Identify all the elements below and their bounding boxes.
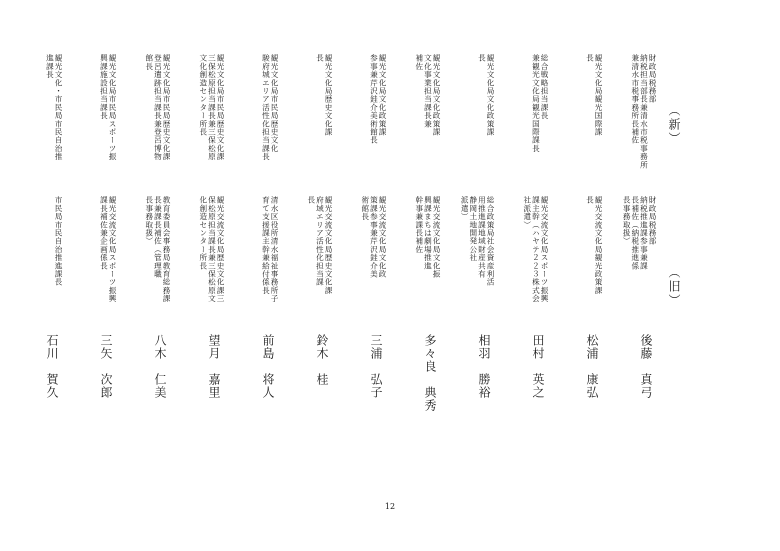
entry-old-position: 観光交流文化局スポーツ振興 課主幹（ハヤテ２２３株式会 社派遣） xyxy=(522,196,549,303)
entry-person-name: 後藤 真弓 xyxy=(639,334,653,399)
entry-person-name: 相羽 勝裕 xyxy=(477,334,491,399)
entry-new-position: 財政局税務部 納税担当部長兼清水市税事務所 兼清水市税事務所長補佐 xyxy=(630,54,657,169)
entry-person-name: 望月 嘉里 xyxy=(207,334,221,399)
entry-old-position: 観光交流文化局観光政策課 長 xyxy=(585,196,603,295)
entry-new-position: 観光文化局市民局スポーツ振 興課施設担当課長 xyxy=(99,54,117,161)
entry-old-position: 観光交流文化局歴史文化課 府域エリア活性化担当課 長 xyxy=(306,196,333,295)
entry-new-position: 観光文化局観光国際課 長 xyxy=(585,54,603,136)
entry-person-name: 石川 賀久 xyxy=(45,334,59,399)
entry-old-position: 観光交流文化局スポーツ振興 課長補佐兼企画係長 xyxy=(99,196,117,303)
entry-new-position: 観光文化局文化政策課 文化事業担当課長兼 補佐 xyxy=(414,54,441,136)
entry-new-position: 観光文化局市民局歴史文化課 登呂遺跡担当課長兼登呂博物 館長 xyxy=(144,54,171,161)
entry-old-position: 観光交流文化局歴史文化課三 保松原担当課長兼三保松原文 化創造センター所長 xyxy=(198,196,225,303)
entry-person-name: 八木 仁美 xyxy=(153,334,167,399)
entry-new-position: 観光文化局歴史文化課 長 xyxy=(315,54,333,136)
entry-new-position: 総合戦略担当課長 兼観光文化局観光国際課長 xyxy=(531,54,549,153)
heading-old: （旧） xyxy=(667,266,681,308)
heading-new: （新） xyxy=(667,104,681,146)
entry-old-position: 観光交流文化局文化政 策課参事兼芹沢銈介美 術館長 xyxy=(360,196,387,278)
entry-old-position: 総合政策局社会資産利活 用推進課地域財産共有 静岡土地開発公社 派遣） xyxy=(460,196,495,287)
entry-person-name: 田村 英之 xyxy=(531,334,545,399)
entry-new-position: 観光文化局文化政策課 参事兼芹沢銈介美術館長 xyxy=(369,54,387,145)
entry-person-name: 前島 将人 xyxy=(261,334,275,399)
entry-person-name: 三浦 弘子 xyxy=(369,334,383,399)
entry-person-name: 鈴木 桂 xyxy=(315,334,329,386)
entry-person-name: 三矢 次郎 xyxy=(99,334,113,399)
entry-new-position: 観光文化局文化政策課 長 xyxy=(477,54,495,136)
entry-old-position: 教育委員会事務局教育総務課 長兼課長補佐（管理職 長事務取扱） xyxy=(144,196,171,303)
entry-new-position: 観光文化局市民局歴史文化課 三保松原担当課長兼三保松原 文化創造センター所長 xyxy=(198,54,225,161)
entry-old-position: 観光交流文化局文化振 興課まちは劇場推進 幹事兼課長補佐 xyxy=(414,196,441,278)
entry-old-position: 清水区役所清水福祉事務所子 育て支援課主幹兼給付係長 xyxy=(261,196,279,303)
entry-new-position: 観光文化・市民局市民自治推 進課長 xyxy=(45,54,63,161)
entry-old-position: 財政局税務部 納税推進課参事兼課 長補佐（納税推進係 長事務取扱） xyxy=(622,196,657,270)
page-number: 12 xyxy=(384,502,396,511)
entry-person-name: 多々良 典秀 xyxy=(423,334,437,412)
entry-person-name: 松浦 康弘 xyxy=(585,334,599,399)
entry-new-position: 観光文化局市民局歴史文化 駿府城エリア活性化担当課長 xyxy=(261,54,279,161)
entry-old-position: 市民局市民自治推進課長 xyxy=(54,196,63,287)
